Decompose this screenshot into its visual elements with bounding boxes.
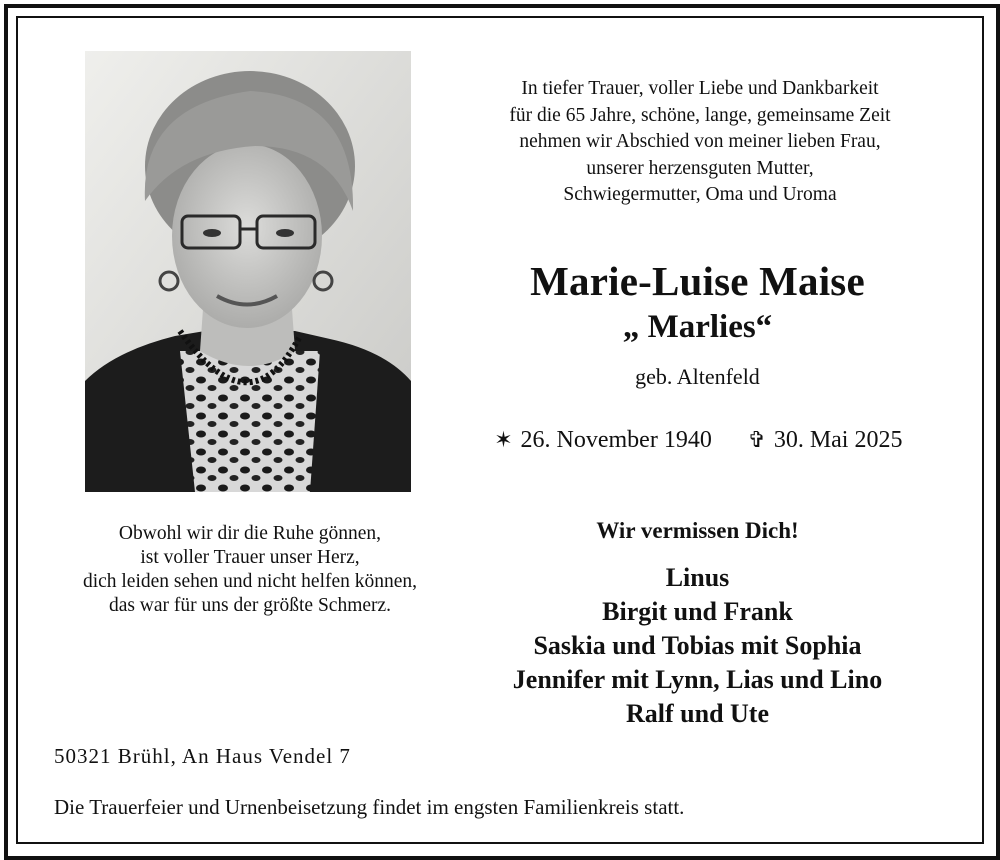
mourners-heading: Wir vermissen Dich! <box>596 518 799 543</box>
death-cross-icon: ✞ <box>747 427 767 452</box>
intro-text <box>440 76 960 209</box>
intro-line: unserer herzensguten Mutter, <box>586 157 814 179</box>
intro-line: Schwiegermutter, Oma und Uroma <box>563 184 837 205</box>
poem-line: das war für uns der größte Schmerz. <box>108 595 392 616</box>
mourner-line: Saskia und Tobias mit Sophia <box>533 631 862 660</box>
mourners-list <box>440 561 955 731</box>
poem <box>30 522 470 618</box>
mourner-line: Ralf und Ute <box>625 699 769 728</box>
intro-line: für die 65 Jahre, schöne, lange, gemeinsame Zeit <box>509 104 891 126</box>
mourner-line: Jennifer mit Lynn, Lias und Lino <box>512 665 883 694</box>
intro-line: nehmen wir Abschied von meiner lieben Frau, <box>519 131 881 152</box>
deceased-nickname: „ Marlies“ <box>622 309 773 345</box>
mourner-line: Birgit und Frank <box>602 597 793 626</box>
portrait-photo <box>85 51 411 492</box>
life-dates <box>440 427 955 454</box>
death-date: 30. Mai 2025 <box>773 427 903 453</box>
poem-line: Obwohl wir dir die Ruhe gönnen, <box>118 523 382 544</box>
poem-line: ist voller Trauer unser Herz, <box>140 547 360 568</box>
birth-name: geb. Altenfeld <box>635 364 760 389</box>
address: 50321 Brühl, An Haus Vendel 7 <box>54 744 351 768</box>
birth-star-icon: ✶ <box>494 427 513 452</box>
intro-line: In tiefer Trauer, voller Liebe und Dankbarkeit <box>521 78 879 99</box>
funeral-notice: Die Trauerfeier und Urnenbeisetzung findet im engsten Familienkreis statt. <box>54 795 685 819</box>
mourner-line: Linus <box>665 563 730 592</box>
deceased-name: Marie-Luise Maise <box>530 258 865 304</box>
birth-date: 26. November 1940 <box>520 427 712 453</box>
poem-line: dich leiden sehen und nicht helfen können, <box>82 571 418 592</box>
